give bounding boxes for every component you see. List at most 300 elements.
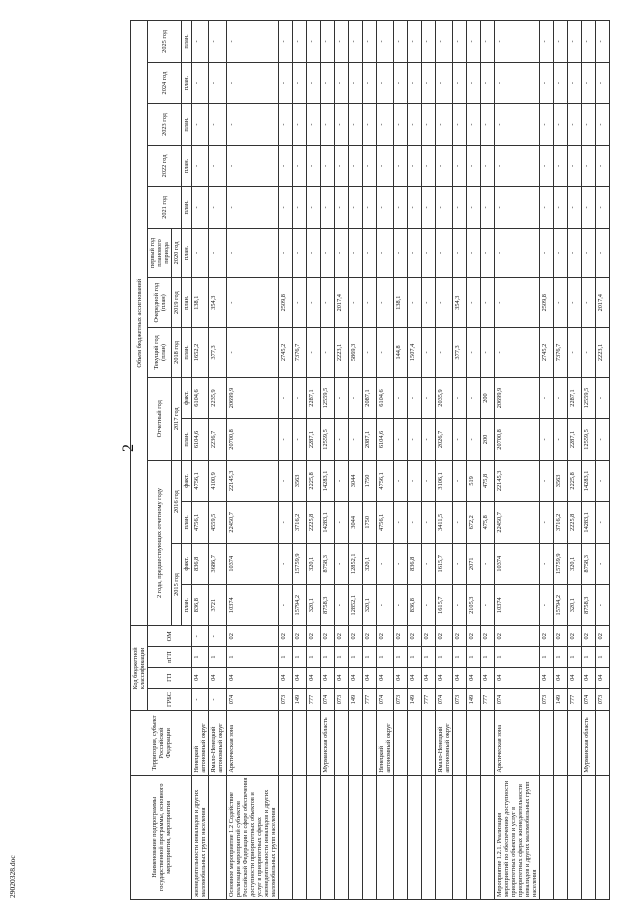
value-cell: - xyxy=(407,278,421,328)
value-cell: 2087,1 xyxy=(362,377,376,418)
value-cell: - xyxy=(278,460,292,501)
value-cell: - xyxy=(393,104,407,145)
value-cell: - xyxy=(292,419,306,460)
grbs-cell: 149 xyxy=(348,688,362,711)
value-cell: 320,1 xyxy=(568,543,582,584)
gp-cell: 04 xyxy=(393,667,407,688)
value-cell: - xyxy=(334,460,348,501)
value-cell: - xyxy=(495,104,540,145)
value-cell: 2287,1 xyxy=(306,419,320,460)
value-cell: - xyxy=(320,228,334,278)
value-cell: - xyxy=(568,62,582,103)
table-row xyxy=(278,21,292,900)
value-cell: - xyxy=(568,278,582,328)
value-cell: - xyxy=(362,62,376,103)
pgp-cell: 1 xyxy=(192,647,209,668)
value-cell: - xyxy=(453,187,467,228)
table-row xyxy=(596,21,610,900)
territory-cell: Арктическая зона xyxy=(226,711,278,775)
header-2018: 2018 год xyxy=(172,328,182,378)
gp-cell: 04 xyxy=(421,667,435,688)
value-cell: - xyxy=(596,62,610,103)
value-cell: - xyxy=(481,62,495,103)
value-cell: 15794,2 xyxy=(292,584,306,625)
gp-cell: 04 xyxy=(209,667,226,688)
table-row xyxy=(481,21,495,900)
table-row xyxy=(495,21,540,900)
value-cell: 8758,3 xyxy=(582,543,596,584)
budget-table xyxy=(130,20,610,900)
value-cell: - xyxy=(348,419,362,460)
value-cell: 6104,6 xyxy=(192,377,209,418)
territory-cell xyxy=(306,711,320,775)
om-cell: 02 xyxy=(540,626,554,647)
value-cell: 2509,8 xyxy=(278,278,292,328)
value-cell: - xyxy=(348,62,362,103)
value-cell: - xyxy=(278,377,292,418)
territory-cell xyxy=(362,711,376,775)
value-cell: - xyxy=(554,419,568,460)
value-cell: 200 xyxy=(481,419,495,460)
value-cell: - xyxy=(334,502,348,543)
pgp-cell: 1 xyxy=(481,647,495,668)
header-2025: 2025 год xyxy=(148,21,182,63)
page-number: 2 xyxy=(120,444,137,452)
om-cell: 02 xyxy=(421,626,435,647)
grbs-cell: 074 xyxy=(495,688,540,711)
pgp-cell: 1 xyxy=(348,647,362,668)
value-cell: - xyxy=(209,21,226,63)
value-cell: - xyxy=(453,62,467,103)
value-cell: - xyxy=(540,584,554,625)
pgp-cell: 1 xyxy=(209,647,226,668)
value-cell: - xyxy=(421,278,435,328)
pgp-cell: 1 xyxy=(453,647,467,668)
value-cell: 3563 xyxy=(292,460,306,501)
value-cell: - xyxy=(320,21,334,63)
value-cell: - xyxy=(453,21,467,63)
value-cell: - xyxy=(540,460,554,501)
value-cell: - xyxy=(453,104,467,145)
value-cell: - xyxy=(421,543,435,584)
value-cell: - xyxy=(292,278,306,328)
value-cell: - xyxy=(306,62,320,103)
value-cell: - xyxy=(467,104,481,145)
grbs-cell: 073 xyxy=(596,688,610,711)
value-cell: - xyxy=(407,460,421,501)
value-cell: 12559,5 xyxy=(320,377,334,418)
value-cell: 22145,3 xyxy=(495,460,540,501)
value-cell: - xyxy=(582,187,596,228)
value-cell: 2745,2 xyxy=(540,328,554,378)
table-row xyxy=(393,21,407,900)
value-cell: - xyxy=(540,543,554,584)
value-cell: - xyxy=(306,104,320,145)
value-cell: - xyxy=(540,187,554,228)
om-cell: 02 xyxy=(278,626,292,647)
grbs-cell: 074 xyxy=(582,688,596,711)
value-cell: 2035,9 xyxy=(435,377,452,418)
value-cell: - xyxy=(292,187,306,228)
value-cell: - xyxy=(393,228,407,278)
table-row xyxy=(362,21,376,900)
value-cell: 14283,1 xyxy=(320,502,334,543)
territory-cell: Арктическая зона xyxy=(495,711,540,775)
value-cell: 12852,1 xyxy=(348,543,362,584)
value-cell: 3563 xyxy=(554,460,568,501)
value-cell: - xyxy=(481,228,495,278)
value-cell: - xyxy=(495,21,540,63)
value-cell: - xyxy=(481,104,495,145)
value-cell: 14283,1 xyxy=(320,460,334,501)
value-cell: - xyxy=(393,502,407,543)
value-cell: - xyxy=(226,62,278,103)
value-cell: - xyxy=(376,584,393,625)
table-row xyxy=(192,21,209,900)
value-cell: - xyxy=(320,145,334,186)
value-cell: - xyxy=(481,278,495,328)
grbs-cell: 074 xyxy=(320,688,334,711)
footer-filename: 29020328.doc xyxy=(8,855,17,898)
value-cell: - xyxy=(495,328,540,378)
value-cell: - xyxy=(407,145,421,186)
value-cell: - xyxy=(192,104,209,145)
value-cell: - xyxy=(568,328,582,378)
gp-cell: 04 xyxy=(348,667,362,688)
value-cell: 836,8 xyxy=(407,584,421,625)
value-cell: - xyxy=(209,104,226,145)
value-cell: 2026,7 xyxy=(435,419,452,460)
value-cell: - xyxy=(292,228,306,278)
value-cell: - xyxy=(306,145,320,186)
grbs-cell: 777 xyxy=(362,688,376,711)
value-cell: - xyxy=(596,187,610,228)
value-cell: 8758,3 xyxy=(320,543,334,584)
value-cell: - xyxy=(596,584,610,625)
value-cell: 2071 xyxy=(467,543,481,584)
territory-cell xyxy=(421,711,435,775)
header-territory: Территория, субъект Российской Федерации xyxy=(131,711,192,775)
header-plan: план. xyxy=(182,419,192,460)
value-cell: - xyxy=(376,543,393,584)
header-fact: факт. xyxy=(182,460,192,501)
value-cell: - xyxy=(393,377,407,418)
value-cell: 377,3 xyxy=(453,328,467,378)
om-cell: 02 xyxy=(596,626,610,647)
value-cell: - xyxy=(540,377,554,418)
value-cell: - xyxy=(421,21,435,63)
value-cell: 2225,8 xyxy=(306,460,320,501)
row-name-cell xyxy=(582,775,596,899)
header-gp: ГП xyxy=(148,667,192,688)
value-cell: - xyxy=(376,278,393,328)
value-cell: - xyxy=(481,584,495,625)
value-cell: 4756,1 xyxy=(376,460,393,501)
value-cell: - xyxy=(568,21,582,63)
header-plan: план. xyxy=(182,278,192,328)
value-cell: - xyxy=(348,145,362,186)
value-cell: - xyxy=(568,228,582,278)
om-cell: 02 xyxy=(348,626,362,647)
value-cell: - xyxy=(596,21,610,63)
gp-cell: 04 xyxy=(292,667,306,688)
value-cell: 1615,7 xyxy=(435,543,452,584)
value-cell: 4559,5 xyxy=(209,502,226,543)
om-cell: 02 xyxy=(467,626,481,647)
om-cell: 02 xyxy=(306,626,320,647)
value-cell: - xyxy=(393,187,407,228)
value-cell: - xyxy=(554,187,568,228)
value-cell: - xyxy=(421,377,435,418)
header-plan: план. xyxy=(182,21,192,63)
header-2017: 2017 год xyxy=(172,377,182,460)
value-cell: 4756,1 xyxy=(192,460,209,501)
value-cell: - xyxy=(481,21,495,63)
header-budget-code: Код бюджетной классификации xyxy=(131,626,148,711)
header-2024: 2024 год xyxy=(148,62,182,103)
value-cell: - xyxy=(421,228,435,278)
value-cell: - xyxy=(209,228,226,278)
value-cell: - xyxy=(306,328,320,378)
value-cell: - xyxy=(362,328,376,378)
value-cell: - xyxy=(334,543,348,584)
value-cell: 14283,1 xyxy=(582,460,596,501)
gp-cell: 04 xyxy=(362,667,376,688)
header-plan: план. xyxy=(182,145,192,186)
value-cell: 2745,2 xyxy=(278,328,292,378)
value-cell: - xyxy=(226,278,278,328)
value-cell: 22450,7 xyxy=(226,502,278,543)
value-cell: - xyxy=(596,460,610,501)
value-cell: - xyxy=(582,278,596,328)
header-two-years: 2 года, предшествующих отчетному году xyxy=(148,460,172,626)
territory-cell xyxy=(453,711,467,775)
value-cell: - xyxy=(393,419,407,460)
pgp-cell: 1 xyxy=(596,647,610,668)
value-cell: - xyxy=(334,584,348,625)
header-current-year: Текущий год (план) xyxy=(148,328,172,378)
gp-cell: 04 xyxy=(407,667,421,688)
value-cell: 20700,8 xyxy=(495,419,540,460)
grbs-cell: 074 xyxy=(226,688,278,711)
header-first-plan-year: первый год планового периода xyxy=(148,228,172,278)
value-cell: - xyxy=(421,502,435,543)
row-name-cell xyxy=(376,775,393,899)
header-fact: факт. xyxy=(182,377,192,418)
value-cell: - xyxy=(393,21,407,63)
value-cell: - xyxy=(596,145,610,186)
value-cell: 475,8 xyxy=(481,502,495,543)
row-name-cell xyxy=(453,775,467,899)
value-cell: - xyxy=(596,502,610,543)
header-2015: 2015 год xyxy=(172,543,182,626)
value-cell: - xyxy=(393,460,407,501)
value-cell: 22145,3 xyxy=(226,460,278,501)
header-plan: план. xyxy=(182,187,192,228)
territory-cell xyxy=(292,711,306,775)
value-cell: - xyxy=(278,21,292,63)
value-cell: - xyxy=(306,278,320,328)
gp-cell: 04 xyxy=(226,667,278,688)
om-cell: - xyxy=(192,626,209,647)
value-cell: - xyxy=(495,187,540,228)
value-cell: 1652,2 xyxy=(192,328,209,378)
value-cell: 138,1 xyxy=(192,278,209,328)
header-plan: план. xyxy=(182,62,192,103)
value-cell: - xyxy=(421,419,435,460)
value-cell: - xyxy=(467,278,481,328)
value-cell: - xyxy=(348,104,362,145)
pgp-cell: 1 xyxy=(568,647,582,668)
value-cell: - xyxy=(568,145,582,186)
value-cell: 20699,9 xyxy=(226,377,278,418)
value-cell: 2223,1 xyxy=(596,328,610,378)
value-cell: - xyxy=(334,21,348,63)
territory-cell: Ямало-Ненецкий автономный округ xyxy=(209,711,226,775)
gp-cell: 04 xyxy=(453,667,467,688)
pgp-cell: 1 xyxy=(362,647,376,668)
value-cell: - xyxy=(209,187,226,228)
om-cell: 02 xyxy=(226,626,278,647)
value-cell: - xyxy=(376,21,393,63)
pgp-cell: 1 xyxy=(226,647,278,668)
territory-cell xyxy=(481,711,495,775)
value-cell: - xyxy=(582,145,596,186)
value-cell: 2105,3 xyxy=(467,584,481,625)
gp-cell: 04 xyxy=(481,667,495,688)
value-cell: 15759,9 xyxy=(292,543,306,584)
value-cell: 4756,1 xyxy=(192,502,209,543)
value-cell: - xyxy=(554,145,568,186)
pgp-cell: 1 xyxy=(421,647,435,668)
value-cell: - xyxy=(540,21,554,63)
value-cell: - xyxy=(393,584,407,625)
value-cell: - xyxy=(278,228,292,278)
territory-cell xyxy=(596,711,610,775)
gp-cell: 04 xyxy=(540,667,554,688)
value-cell: 3411,5 xyxy=(435,502,452,543)
value-cell: - xyxy=(362,228,376,278)
value-cell: - xyxy=(435,278,452,328)
value-cell: - xyxy=(348,228,362,278)
territory-cell xyxy=(278,711,292,775)
value-cell: - xyxy=(334,145,348,186)
value-cell: - xyxy=(278,543,292,584)
territory-cell xyxy=(407,711,421,775)
table-row xyxy=(376,21,393,900)
gp-cell: 04 xyxy=(306,667,320,688)
header-pgp: пГП xyxy=(148,647,192,668)
value-cell: 2236,7 xyxy=(209,419,226,460)
header-name: Наименование подпрограммы государственной программы, основного мероприятия, мероприятия xyxy=(131,775,192,899)
table-row xyxy=(568,21,582,900)
value-cell: 3044 xyxy=(348,502,362,543)
value-cell: - xyxy=(435,21,452,63)
om-cell: 02 xyxy=(554,626,568,647)
value-cell: - xyxy=(407,104,421,145)
pgp-cell: 1 xyxy=(407,647,421,668)
value-cell: - xyxy=(453,228,467,278)
value-cell: - xyxy=(320,62,334,103)
value-cell: 3106,1 xyxy=(435,460,452,501)
value-cell: 354,3 xyxy=(209,278,226,328)
value-cell: - xyxy=(226,104,278,145)
gp-cell: 04 xyxy=(495,667,540,688)
grbs-cell: 777 xyxy=(481,688,495,711)
value-cell: 200 xyxy=(481,377,495,418)
value-cell: - xyxy=(278,145,292,186)
value-cell: - xyxy=(209,62,226,103)
table-row xyxy=(407,21,421,900)
value-cell: - xyxy=(435,104,452,145)
om-cell: - xyxy=(209,626,226,647)
value-cell: - xyxy=(481,145,495,186)
value-cell: - xyxy=(407,502,421,543)
om-cell: 02 xyxy=(495,626,540,647)
value-cell: 1615,7 xyxy=(435,584,452,625)
value-cell: - xyxy=(278,419,292,460)
territory-cell xyxy=(568,711,582,775)
value-cell: - xyxy=(226,328,278,378)
om-cell: 02 xyxy=(320,626,334,647)
value-cell: 4100,9 xyxy=(209,460,226,501)
value-cell: 519 xyxy=(467,460,481,501)
grbs-cell: 777 xyxy=(568,688,582,711)
value-cell: - xyxy=(540,419,554,460)
value-cell: - xyxy=(540,502,554,543)
value-cell: 2223,1 xyxy=(334,328,348,378)
territory-cell xyxy=(334,711,348,775)
value-cell: 12559,5 xyxy=(582,377,596,418)
grbs-cell: 073 xyxy=(540,688,554,711)
value-cell: - xyxy=(334,187,348,228)
value-cell: - xyxy=(596,543,610,584)
value-cell: 2225,8 xyxy=(568,502,582,543)
row-name-cell xyxy=(306,775,320,899)
value-cell: 7376,7 xyxy=(292,328,306,378)
value-cell: - xyxy=(568,187,582,228)
value-cell: - xyxy=(278,104,292,145)
value-cell: - xyxy=(348,278,362,328)
value-cell: - xyxy=(362,104,376,145)
value-cell: - xyxy=(192,145,209,186)
value-cell: - xyxy=(467,328,481,378)
table-row xyxy=(348,21,362,900)
value-cell: - xyxy=(407,21,421,63)
value-cell: - xyxy=(596,228,610,278)
row-name-cell xyxy=(435,775,452,899)
value-cell: - xyxy=(554,104,568,145)
value-cell: - xyxy=(495,62,540,103)
value-cell: - xyxy=(376,187,393,228)
row-name-cell xyxy=(362,775,376,899)
table-row xyxy=(306,21,320,900)
grbs-cell: 149 xyxy=(292,688,306,711)
value-cell: - xyxy=(278,62,292,103)
value-cell: - xyxy=(540,145,554,186)
value-cell: - xyxy=(596,377,610,418)
value-cell: 2287,1 xyxy=(568,377,582,418)
value-cell: 672,2 xyxy=(467,502,481,543)
row-name-cell xyxy=(596,775,610,899)
grbs-cell: 149 xyxy=(554,688,568,711)
territory-cell xyxy=(393,711,407,775)
value-cell: - xyxy=(292,377,306,418)
gp-cell: 04 xyxy=(334,667,348,688)
value-cell: 320,1 xyxy=(568,584,582,625)
header-2021: 2021 год xyxy=(148,187,182,228)
value-cell: - xyxy=(334,228,348,278)
